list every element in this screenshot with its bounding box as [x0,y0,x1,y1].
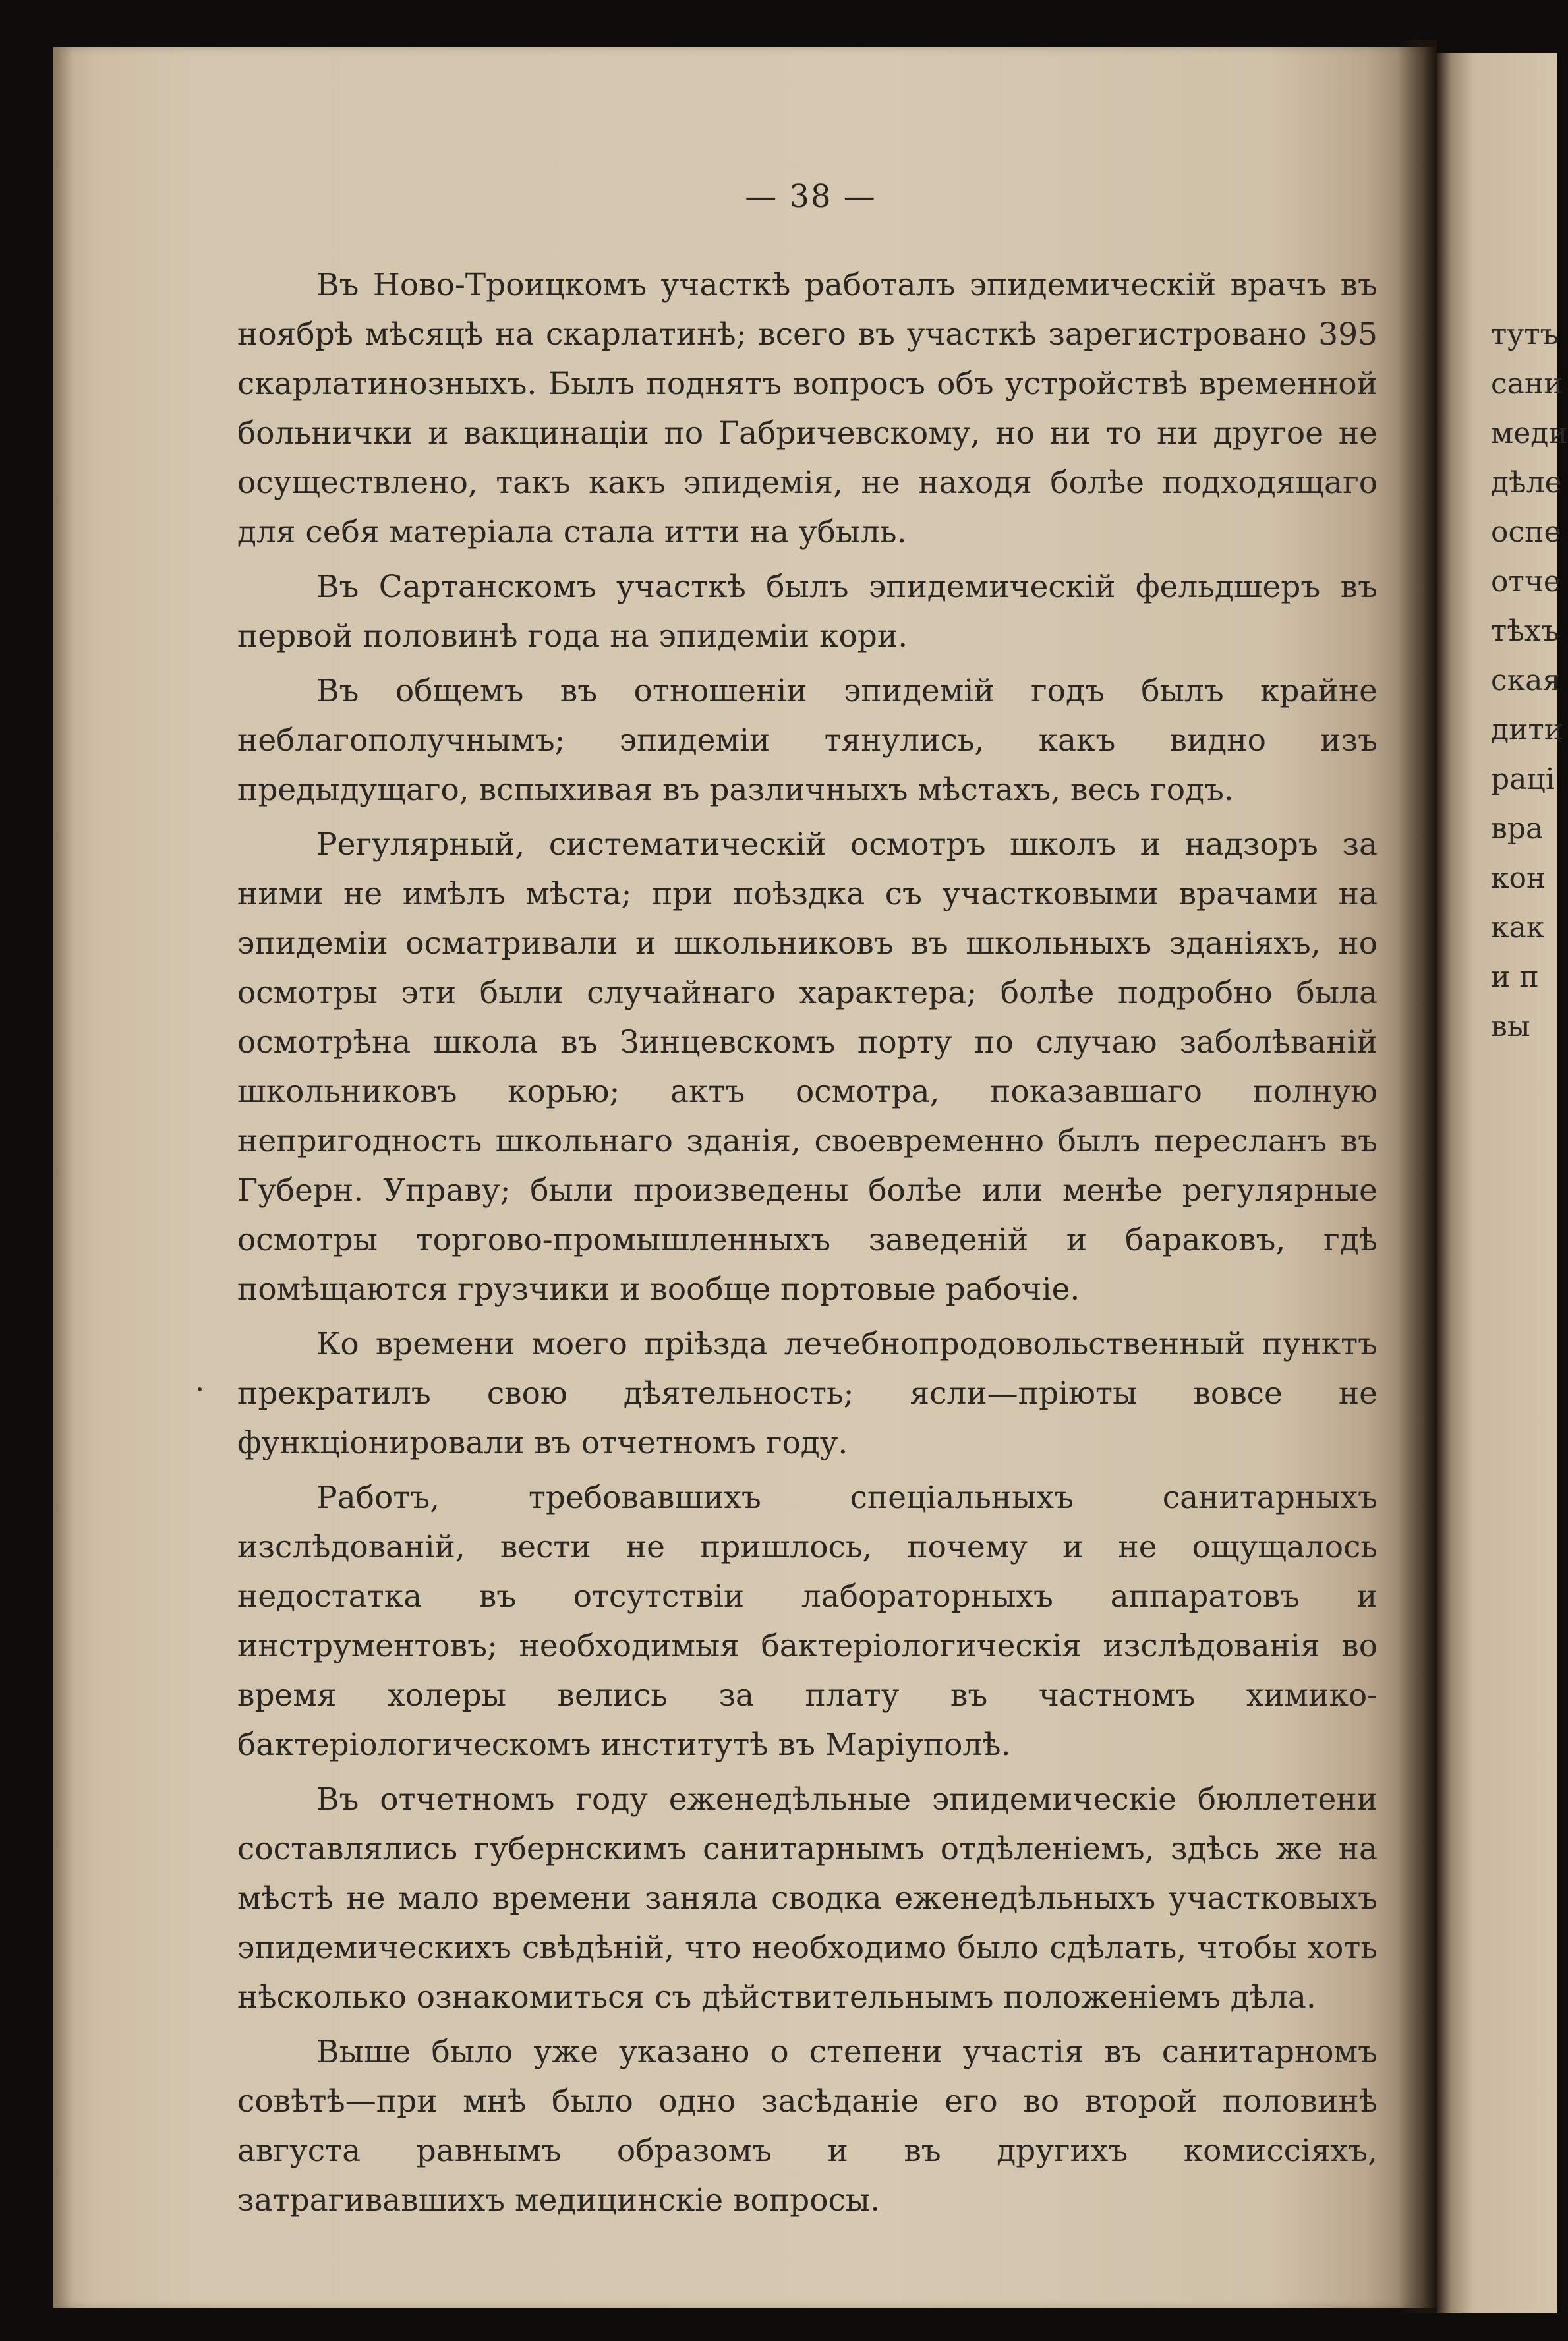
right-fragment: отче [1491,565,1561,598]
paragraph: Выше было уже указано о степени участія въ санитарномъ совѣтѣ—при мнѣ было одно засѣданіе его во второй половинѣ августа равнымъ образомъ и въ другихъ комиссіяхъ, затрагивавшихъ медицинскіе вопросы. [237,2034,1378,2218]
right-fragment: кон [1491,861,1546,895]
book-gutter [1397,40,1437,2313]
ink-speck [198,1387,202,1391]
right-fragment: вра [1491,812,1544,846]
right-page-text-fragments [1491,310,1568,1051]
right-fragment: дѣле [1491,466,1562,500]
right-fragment: тѣхъ [1491,614,1559,648]
right-fragment: сани [1491,367,1563,401]
right-fragment: и п [1491,960,1539,994]
right-fragment: раці [1491,763,1555,796]
paragraph: Въ Сартанскомъ участкѣ былъ эпидемическій фельдшеръ въ первой половинѣ года на эпидеміи кори. [237,569,1378,654]
right-fragment: как [1491,911,1545,944]
paragraph: Ко времени моего пріѣзда лечебнопродовольственный пунктъ прекратилъ свою дѣятельность; ясли—пріюты вовсе не функціонировали въ отчетномъ году. [237,1326,1378,1461]
paragraph: Въ общемъ въ отношеніи эпидемій годъ былъ крайне неблагополучнымъ; эпидеміи тянулись, какъ видно изъ предыдущаго, вспыхивая въ различныхъ мѣстахъ, весь годъ. [237,673,1378,808]
right-fragment: оспе [1491,515,1561,549]
paragraph: Въ отчетномъ году еженедѣльные эпидемическіе бюллетени составлялись губернскимъ санитарнымъ отдѣленіемъ, здѣсь же на мѣстѣ не мало времени заняла сводка еженедѣльныхъ участковыхъ эпидемическихъ свѣдѣній, что необходимо было сдѣлать, чтобы хоть нѣсколько ознакомиться съ дѣйствительнымъ положеніемъ дѣла. [237,1781,1378,2015]
right-fragment: меди [1491,417,1568,450]
page-edge-shadow [53,47,73,2308]
right-fragment: тутъ [1491,318,1559,351]
paragraph: Регулярный, систематическій осмотръ школъ и надзоръ за ними не имѣлъ мѣста; при поѣздка съ участковыми врачами на эпидеміи осматривали и школьниковъ въ школьныхъ зданіяхъ, но осмотры эти были случайнаго характера; болѣе подробно была осмотрѣна школа въ Зинцевскомъ порту по случаю заболѣваній школьниковъ корью; актъ осмотра, показавшаго полную непригодность школьнаго зданія, своевременно былъ пересланъ въ Губерн. Управу; были произведены болѣе или менѣе регулярные осмотры торгово-промышленныхъ заведеній и бараковъ, гдѣ помѣщаются грузчики и вообще портовые рабочіе. [237,826,1378,1308]
right-fragment: вы [1491,1010,1530,1043]
page-body-text [237,260,1378,2230]
page-number: — 38 — [745,178,877,215]
paragraph: Въ Ново-Троицкомъ участкѣ работалъ эпидемическій врачъ въ ноябрѣ мѣсяцѣ на скарлатинѣ; всего въ участкѣ зарегистровано 395 скарлатинозныхъ. Былъ поднятъ вопросъ объ устройствѣ временной больнички и вакцинаціи по Габричевскому, но ни то ни другое не осуществлено, такъ какъ эпидемія, не находя болѣе подходящаго для себя матеріала стала итти на убыль. [237,267,1378,550]
paragraph: Работъ, требовавшихъ спеціальныхъ санитарныхъ изслѣдованій, вести не пришлось, почему и не ощущалось недостатка въ отсутствіи лабораторныхъ аппаратовъ и инструментовъ; необходимыя бактеріологическія изслѣдованія во время холеры велись за плату въ частномъ химико-бактеріологическомъ институтѣ въ Маріуполѣ. [237,1480,1378,1763]
right-fragment: ская [1491,664,1561,697]
right-fragment: дити [1491,713,1564,747]
